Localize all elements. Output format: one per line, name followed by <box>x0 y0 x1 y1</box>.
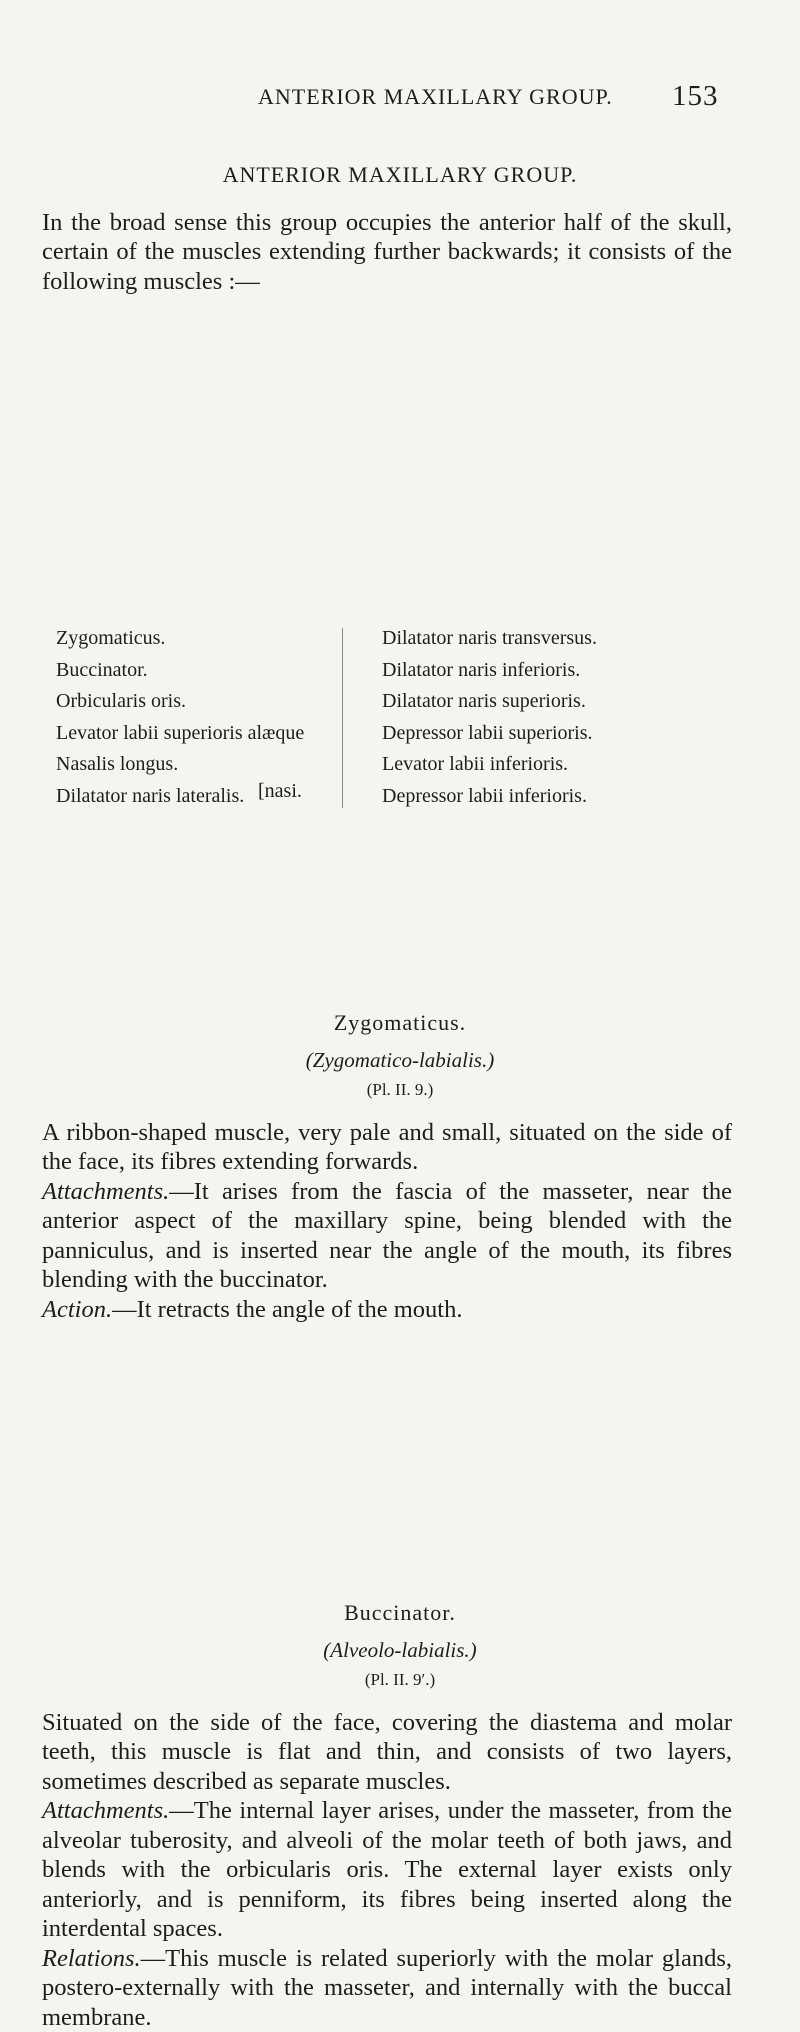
buccinator-text <box>42 1708 732 2032</box>
muscle-item: Depressor labii superioris. <box>382 718 712 750</box>
buccinator-relations-text: —This muscle is related superiorly with the molar glands, postero-externally with the masseter, and internally with the buccal membrane. <box>42 1945 732 2031</box>
zygomaticus-action-label: Action. <box>42 1296 112 1323</box>
zygomaticus-text <box>42 1118 732 1325</box>
muscle-item: Levator labii superioris alæque <box>56 718 356 750</box>
buccinator-description: Situated on the side of the face, covering the diastema and molar teeth, this muscle is flat and thin, and consists of two layers, sometimes described as separate muscles. <box>42 1709 732 1795</box>
buccinator-synonym: (Alveolo-labialis.) <box>0 1638 800 1663</box>
zygomaticus-synonym: (Zygomatico-labialis.) <box>0 1048 800 1073</box>
running-head <box>0 80 800 120</box>
zygomaticus-action-text: —It retracts the angle of the mouth. <box>112 1296 462 1323</box>
muscle-item: Dilatator naris transversus. <box>382 623 712 655</box>
group-intro-paragraph: In the broad sense this group occupies the anterior half of the skull, certain of the muscles extending further backwards; it consists of the following muscles :— <box>42 208 732 297</box>
muscle-list-left-column <box>56 623 356 812</box>
buccinator-plate-reference: (Pl. II. 9′.) <box>0 1670 800 1690</box>
group-heading: ANTERIOR MAXILLARY GROUP. <box>0 162 800 188</box>
buccinator-attachments-label: Attachments. <box>42 1797 169 1824</box>
buccinator-heading: Buccinator. <box>0 1600 800 1626</box>
column-divider <box>342 628 343 808</box>
muscle-item: Dilatator naris lateralis. <box>56 781 356 813</box>
muscle-item: Zygomaticus. <box>56 623 356 655</box>
muscle-item: Dilatator naris inferioris. <box>382 655 712 687</box>
muscle-item: Nasalis longus. <box>56 749 356 781</box>
muscle-item: Levator labii inferioris. <box>382 749 712 781</box>
page-number: 153 <box>672 80 719 113</box>
muscle-list <box>56 623 706 813</box>
muscle-item: Buccinator. <box>56 655 356 687</box>
muscle-item: Depressor labii inferioris. <box>382 781 712 813</box>
zygomaticus-attachments-text: —It arises from the fascia of the masseter, near the anterior aspect of the maxillary spine, being blended with the panniculus, and is inserted near the angle of the mouth, its fibres blending with the buccinator. <box>42 1178 732 1294</box>
muscle-list-carry-over: [nasi. <box>258 780 302 803</box>
muscle-list-right-column <box>382 623 712 812</box>
buccinator-attachments-text: —The internal layer arises, under the masseter, from the alveolar tuberosity, and alveoli of the molar teeth of both jaws, and blends with the orbicularis oris. The external layer exists only anteriorly, and is penniform, its fibres being inserted along the interdental spaces. <box>42 1797 732 1942</box>
zygomaticus-description: A ribbon-shaped muscle, very pale and small, situated on the side of the face, its fibres extending forwards. <box>42 1119 732 1176</box>
buccinator-relations-label: Relations. <box>42 1945 141 1972</box>
muscle-item: Orbicularis oris. <box>56 686 356 718</box>
zygomaticus-heading: Zygomaticus. <box>0 1010 800 1036</box>
muscle-item: Dilatator naris superioris. <box>382 686 712 718</box>
zygomaticus-plate-reference: (Pl. II. 9.) <box>0 1080 800 1100</box>
zygomaticus-attachments-label: Attachments. <box>42 1178 169 1205</box>
running-title: ANTERIOR MAXILLARY GROUP. <box>258 84 613 110</box>
